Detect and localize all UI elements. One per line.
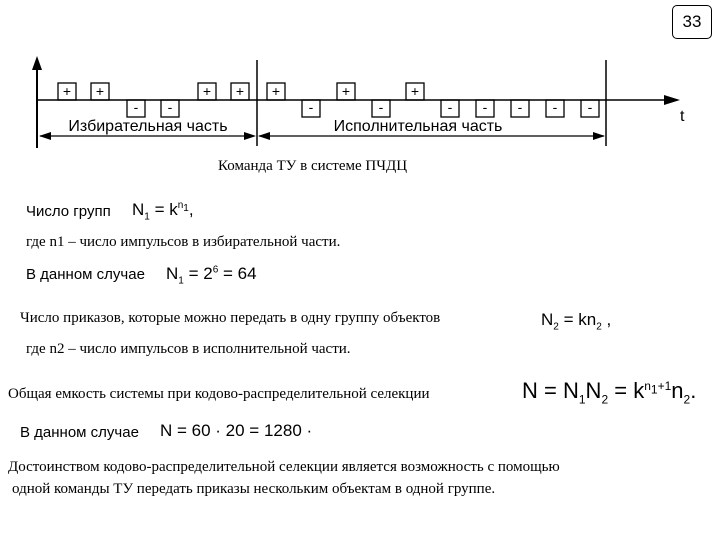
formula-groups-case: $N_1 = 2^6 = 64$ bbox=[166, 264, 257, 287]
executive-part-label: Исполнительная часть bbox=[333, 118, 503, 135]
pulse-minus bbox=[441, 99, 459, 117]
total-capacity-label: Общая емкость системы при кодово-распределительной селекции bbox=[8, 386, 430, 402]
groups-label: Число групп bbox=[26, 203, 111, 220]
svg-text:-: - bbox=[167, 99, 173, 115]
pulse-minus bbox=[511, 99, 529, 117]
time-axis-arrow bbox=[664, 95, 680, 105]
pulse-plus bbox=[231, 83, 249, 100]
svg-text:+: + bbox=[341, 83, 351, 99]
selective-part-label: Избирательная часть bbox=[68, 118, 228, 135]
svg-text:-: - bbox=[447, 99, 453, 115]
svg-text:-: - bbox=[482, 99, 488, 115]
n2-definition: где n2 – число импульсов в исполнительной части. bbox=[26, 341, 351, 357]
conclusion-line-1: Достоинством кодово-распределительной селекции является возможность с помощью bbox=[8, 459, 560, 475]
svg-text:-: - bbox=[587, 99, 593, 115]
axis-t-label: t bbox=[680, 108, 685, 125]
svg-text:+: + bbox=[235, 83, 245, 99]
svg-text:+: + bbox=[410, 83, 420, 99]
pulse-plus bbox=[337, 83, 355, 100]
pulse-plus bbox=[198, 83, 216, 100]
svg-text:+: + bbox=[95, 83, 105, 99]
formula-total-capacity: $N = N_1N_2 = k^{n_1+1}n_2$. bbox=[522, 378, 697, 407]
pulse-plus bbox=[406, 83, 424, 100]
page-number-badge: 33 bbox=[672, 5, 712, 39]
svg-text:-: - bbox=[133, 99, 139, 115]
pulse-minus bbox=[581, 99, 599, 117]
pulse-minus bbox=[476, 99, 494, 117]
formula-total-case: N = 60 · 20 = 1280 · bbox=[160, 421, 313, 440]
svg-text:+: + bbox=[202, 83, 212, 99]
pulse-diagram bbox=[0, 0, 720, 150]
diagram-caption: Команда ТУ в системе ПЧДЦ bbox=[218, 158, 408, 174]
formula-groups: $N_1 = k^{n_1}$, bbox=[132, 200, 194, 223]
pulse-plus bbox=[91, 83, 109, 100]
svg-text:-: - bbox=[308, 99, 314, 115]
orders-label: Число приказов, которые можно передать в одну группу объектов bbox=[20, 310, 441, 326]
pulse-plus bbox=[58, 83, 76, 100]
pulse-plus bbox=[267, 83, 285, 100]
svg-text:+: + bbox=[271, 83, 281, 99]
pulse-minus bbox=[127, 99, 145, 117]
case-label-1: В данном случае bbox=[26, 266, 145, 283]
svg-text:-: - bbox=[552, 99, 558, 115]
formula-orders: $N_2 = kn_2$ , bbox=[541, 310, 612, 333]
pulse-minus bbox=[161, 99, 179, 117]
vertical-axis-arrow bbox=[32, 56, 42, 70]
pulse-minus bbox=[546, 99, 564, 117]
svg-text:+: + bbox=[62, 83, 72, 99]
svg-text:-: - bbox=[517, 99, 523, 115]
n1-definition: где n1 – число импульсов в избирательной части. bbox=[26, 234, 341, 250]
svg-text:-: - bbox=[378, 99, 384, 115]
conclusion-line-2: одной команды ТУ передать приказы нескольким объектам в одной группе. bbox=[12, 481, 496, 497]
pulse-minus bbox=[302, 99, 320, 117]
case-label-2: В данном случае bbox=[20, 424, 139, 441]
pulse-minus bbox=[372, 99, 390, 117]
